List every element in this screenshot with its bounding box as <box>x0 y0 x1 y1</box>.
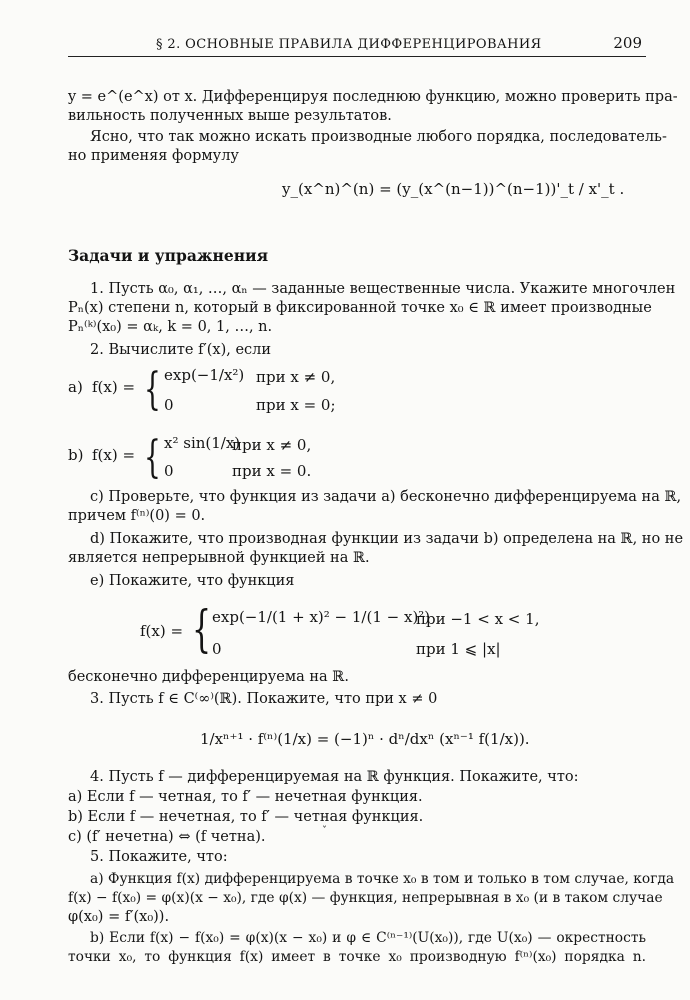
problem-4c: c) (f′ нечетна) ⇔ (f четна). <box>68 829 266 845</box>
problem-2a-case-2: 0 <box>164 396 174 414</box>
brace-2a: { <box>144 364 161 415</box>
problem-2b-lhs: f(x) = <box>92 446 136 464</box>
intro-line-3: Ясно, что так можно искать производные любого порядка, последователь- <box>90 129 667 145</box>
problem-4-line-1: 4. Пусть f — дифференцируемая на ℝ функция. Покажите, что: <box>90 769 579 785</box>
problem-2c-line-2: причем f⁽ⁿ⁾(0) = 0. <box>68 508 206 524</box>
problem-3-line-1: 3. Пусть f ∈ C⁽∞⁾(ℝ). Покажите, что при x ≠ 0 <box>90 691 438 707</box>
problem-2a-label: a) <box>68 378 83 396</box>
problem-2b-cond-1: при x ≠ 0, <box>232 436 312 454</box>
problem-2b-case-2: 0 <box>164 462 174 480</box>
problem-2e-cond-2: при 1 ⩽ |x| <box>416 640 501 658</box>
problem-5a-line-1: a) Функция f(x) дифференцируема в точке x₀ в том и только в том случае, когда <box>90 871 675 887</box>
problem-2d-line-2: является непрерывной функцией на ℝ. <box>68 550 370 566</box>
problem-2e-case-1: exp(−1/(1 + x)² − 1/(1 − x)²) <box>212 608 431 626</box>
problem-1-line-3: Pₙ⁽ᵏ⁾(x₀) = αₖ, k = 0, 1, …, n. <box>68 319 273 335</box>
problem-4a: a) Если f — четная, то f′ — нечетная функция. <box>68 789 423 805</box>
intro-line-4: но применяя формулу <box>68 148 239 164</box>
problem-5a-line-2: f(x) − f(x₀) = φ(x)(x − x₀), где φ(x) — функция, непрерывная в x₀ (и в таком случае <box>68 890 663 906</box>
problem-2-line-1: 2. Вычислите f′(x), если <box>90 342 272 358</box>
page-number: 209 <box>613 34 642 52</box>
stray-mark: ˇ <box>322 826 327 837</box>
problem-3-formula: 1/xⁿ⁺¹ · f⁽ⁿ⁾(1/x) = (−1)ⁿ · dⁿ/dxⁿ (xⁿ⁻¹ f(1/x)). <box>200 730 530 748</box>
problem-1-line-2: Pₙ(x) степени n, который в фиксированной точке x₀ ∈ ℝ имеет производные <box>68 300 652 316</box>
intro-line-2: вильность полученных выше результатов. <box>68 108 392 124</box>
problem-2b-cond-2: при x = 0. <box>232 462 312 480</box>
problem-2d-line-1: d) Покажите, что производная функции из задачи b) определена на ℝ, но не <box>90 531 684 547</box>
problem-2e-lhs: f(x) = <box>140 622 184 640</box>
problem-2e-cond-1: при −1 < x < 1, <box>416 610 540 628</box>
section-title: Задачи и упражнения <box>68 246 269 265</box>
problem-2c-line-1: c) Проверьте, что функция из задачи a) бесконечно дифференцируема на ℝ, <box>90 489 682 505</box>
running-header <box>68 34 646 57</box>
problem-1-line-1: 1. Пусть α₀, α₁, …, αₙ — заданные вещественные числа. Укажите многочлен <box>90 281 676 297</box>
intro-line-1: y = e^(e^x) от x. Дифференцируя последнюю функцию, можно проверить пра- <box>68 89 678 105</box>
problem-2a-cond-1: при x ≠ 0, <box>256 368 336 386</box>
brace-2b: { <box>144 432 161 483</box>
problem-2b-label: b) <box>68 446 84 464</box>
intro-formula: y_(x^n)^(n) = (y_(x^(n−1))^(n−1))'_t / x'_t . <box>282 180 625 198</box>
brace-2e: { <box>192 600 212 658</box>
problem-5-line-1: 5. Покажите, что: <box>90 849 228 865</box>
problem-2a-case-1: exp(−1/x²) <box>164 366 245 384</box>
problem-2e-line-1: e) Покажите, что функция <box>90 573 295 589</box>
problem-5a-line-3: φ(x₀) = f′(x₀)). <box>68 909 170 925</box>
problem-4b: b) Если f — нечетная, то f′ — четная функция. <box>68 809 424 825</box>
problem-2b-case-1: x² sin(1/x) <box>164 434 241 452</box>
problem-2a-cond-2: при x = 0; <box>256 396 336 414</box>
problem-2e-case-2: 0 <box>212 640 222 658</box>
problem-5b-line-2: точки x₀, то функция f(x) имеет в точке x₀ производную f⁽ⁿ⁾(x₀) порядка n. <box>68 949 646 965</box>
problem-2e-line-2: бесконечно дифференцируема на ℝ. <box>68 669 349 685</box>
problem-2a-lhs: f(x) = <box>92 378 136 396</box>
problem-5b-line-1: b) Если f(x) − f(x₀) = φ(x)(x − x₀) и φ ∈ C⁽ⁿ⁻¹⁾(U(x₀)), где U(x₀) — окрестность <box>90 930 646 946</box>
header-title: § 2. ОСНОВНЫЕ ПРАВИЛА ДИФФЕРЕНЦИРОВАНИЯ <box>156 37 542 52</box>
